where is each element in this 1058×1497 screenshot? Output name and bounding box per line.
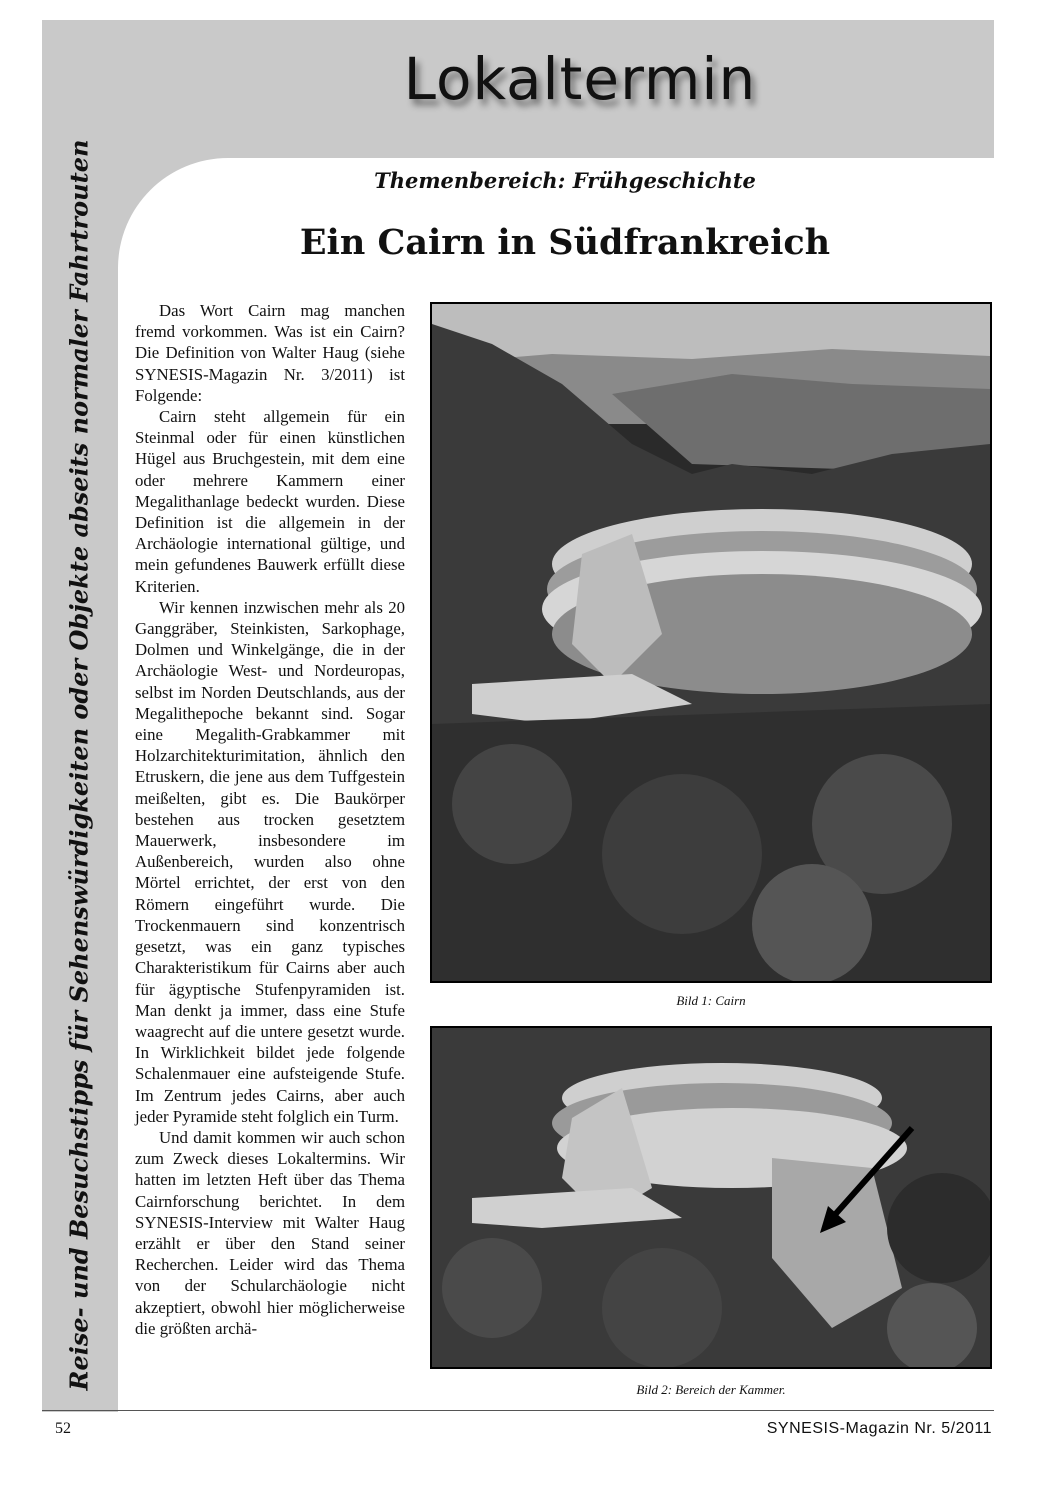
footer-divider	[42, 1410, 994, 1411]
paragraph-4: Und damit kommen wir auch schon zum Zweck dieses Lokaltermins. Wir hatten im letzten Heft über das Thema Cairnforschung berichtet. In dem SYNESIS-Interview mit Walter Haug erzählt er über den Stand seiner Recherchen. Leider wird das Thema von der Schularchäologie nicht akzeptiert, obwohl hier möglicherweise die größten archä-	[135, 1127, 405, 1338]
photo-cairn-image	[432, 304, 990, 981]
article-subject: Themenbereich: Frühgeschichte	[374, 168, 756, 193]
side-caption-wrap	[44, 140, 114, 1390]
photo-cairn	[430, 302, 992, 983]
paragraph-2: Cairn steht allgemein für ein Steinmal oder für einen künstlichen Hügel aus Bruchgestein, mit dem eine oder mehrere Kammern einer Megalithanlage bedeckt wurden. Diese Definition ist die allgemein in der Archäologie international gültige, und mein gefundenes Bauwerk erfüllt diese Kriterien.	[135, 407, 405, 596]
paragraph-1: Das Wort Cairn mag manchen fremd vorkommen. Was ist ein Cairn? Die Definition von Walter Haug (siehe SYNESIS-Magazin Nr. 3/2011) ist Folgende:	[135, 301, 405, 405]
page-number: 52	[55, 1420, 71, 1437]
side-caption: Reise- und Besuchstipps für Sehenswürdigkeiten oder Objekte abseits normaler Fahrtrouten	[64, 139, 94, 1391]
magazine-issue: SYNESIS-Magazin Nr. 5/2011	[766, 1420, 992, 1437]
masthead-title: Lokaltermin	[403, 45, 757, 113]
paragraph-3: Wir kennen inzwischen mehr als 20 Ganggräber, Steinkisten, Sarkophage, Dolmen und Winkelgänge, die in der Archäologie West- und Nordeuropas, selbst im Norden Deutschlands, aus der Megalithepoche bekannt sind. Sogar eine Megalith-Grabkammer mit Holzarchitekturimitation, ähnlich den Etruskern, die jene aus dem Tuffgestein meißelten, gibt es. Die Baukörper bestehen aus trocken gesetztem Mauerwerk, insbesondere im Außenbereich, wurden also ohne Mörtel errichtet, der erst von den Römern eingeführt wurde. Die Trockenmauern sind konzentrisch gesetzt, was ein ganz typisches Charakteristikum für Cairns aber auch für ägyptische Stufenpyramiden ist. Man denkt ja immer, dass eine Stufe waagrecht auf die untere gesetzt wurde. In Wirklichkeit bildet jede folgende Schalenmauer eine aufsteigende Stufe. Im Zentrum jedes Cairns, aber auch jeder Pyramide steht folglich ein Turm.	[135, 597, 405, 1126]
photo-chamber	[430, 1026, 992, 1369]
article-body	[135, 300, 405, 1339]
figure-2-caption: Bild 2: Bereich der Kammer.	[636, 1382, 786, 1397]
figure-1-caption: Bild 1: Cairn	[676, 993, 746, 1008]
photo-chamber-image	[432, 1028, 990, 1367]
article-title: Ein Cairn in Südfrankreich	[299, 222, 831, 263]
